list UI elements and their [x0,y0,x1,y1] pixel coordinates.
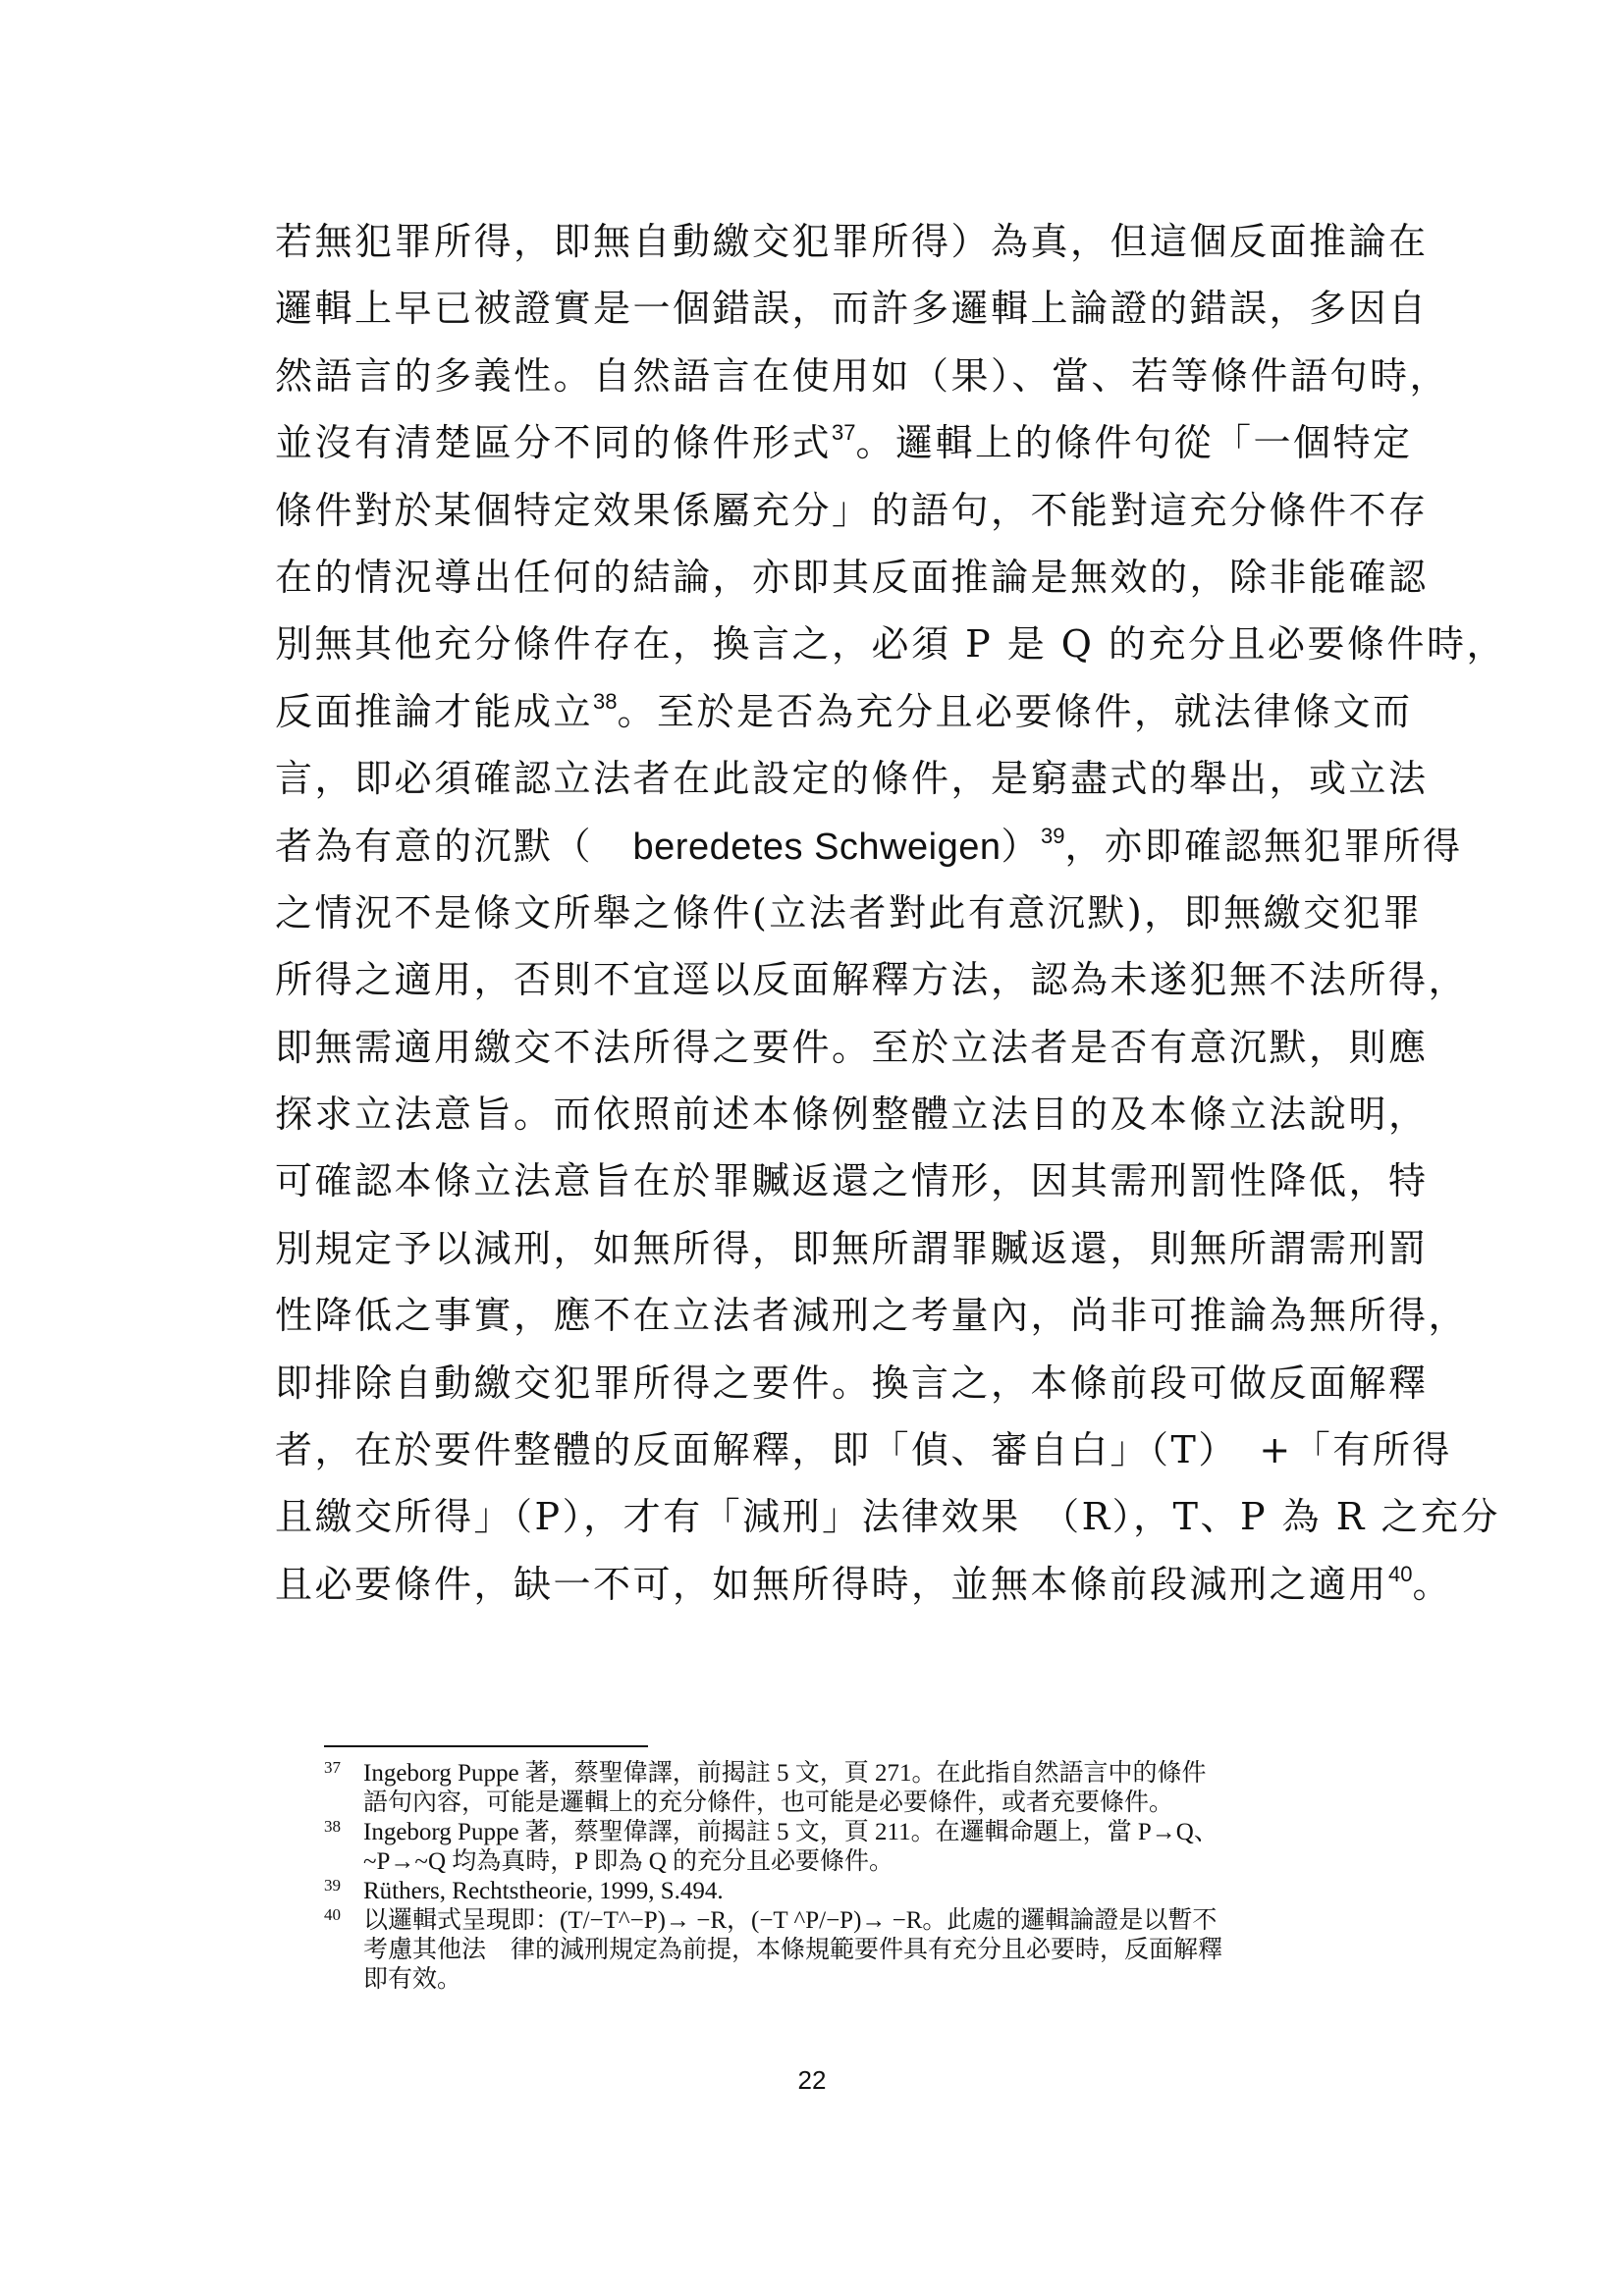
body-text-segment: 。 [1412,1562,1453,1606]
footnote-40 [324,1906,1384,1995]
german-term: beredetes Schweigen [632,826,1001,868]
body-line: 別規定予以減刑，如無所得，即無所謂罪贓返還，則無所謂需刑罰 [275,1226,1429,1270]
footnote-ref-39: 39 [1041,823,1065,848]
body-line: 可確認本條立法意旨在於罪贓返還之情形，因其需刑罰性降低，特 [275,1159,1429,1203]
footnote-number: 37 [324,1758,341,1777]
body-line [275,1551,1453,1618]
footnote-line: 以邏輯式呈現即：(T/−T^−P)→ −R，(−T ^P/−P)→ −R。此處的邏輯論證是以暫不 [363,1907,1218,1934]
body-line: 別無其他充分條件存在，換言之，必須 P 是 Q 的充分且必要條件時， [275,622,1507,667]
footnote-line: 考慮其他法 律的減刑規定為前提，本條規範要件具有充分且必要時，反面解釋 [363,1937,1223,1963]
footnote-line: Rüthers, Rechtstheorie, 1999, S.494. [363,1878,724,1904]
body-line: 之情況不是條文所舉之條件(立法者對此有意沉默)，即無繳交犯罪 [275,890,1423,934]
body-line: 探求立法意旨。而依照前述本條例整體立法目的及本條立法說明， [275,1093,1429,1137]
footnote-ref-37: 37 [832,420,856,446]
body-line: 言，即必須確認立法者在此設定的條件，是窮盡式的舉出，或立法 [275,757,1429,801]
body-text-segment: 且必要條件，缺一不可，如無所得時，並無本條前段減刑之適用 [275,1562,1389,1606]
footnote-39 [324,1877,1384,1906]
body-text-segment: 並沒有清楚區分不同的條件形式 [275,421,833,465]
footnote-separator [324,1745,648,1747]
body-line: 所得之適用，否則不宜逕以反面解釋方法，認為未遂犯無不法所得， [275,958,1469,1002]
footnote-number: 38 [324,1817,341,1836]
footnote-number: 39 [324,1876,341,1895]
body-text-segment: 者為有意的沉默（ [275,824,633,868]
footnote-number: 40 [324,1905,341,1924]
footnote-37 [324,1759,1384,1818]
footnote-ref-40: 40 [1388,1561,1413,1586]
body-text-segment: ） [1001,824,1042,868]
footnote-line: 即有效。 [363,1966,462,1993]
footnote-line: ~P→~Q 均為真時，P 即為 Q 的充分且必要條件。 [363,1848,894,1875]
body-line [275,813,1463,880]
body-line: 在的情況導出任何的結論，亦即其反面推論是無效的，除非能確認 [275,555,1429,599]
body-text-segment: 反面推論才能成立 [275,689,594,733]
body-text [275,208,1507,1618]
body-line: 即排除自動繳交犯罪所得之要件。換言之，本條前段可做反面解釋 [275,1361,1429,1405]
body-line: 且繳交所得」（P），才有「減刑」法律效果 （R），T、P 為 R 之充分 [275,1495,1500,1539]
body-text-segment: 。至於是否為充分且必要條件，就法律條文而 [617,689,1413,733]
body-line [275,409,1413,476]
body-line: 若無犯罪所得，即無自動繳交犯罪所得）為真，但這個反面推論在 [275,220,1429,263]
footnotes [324,1759,1384,1995]
page-number: 22 [797,2065,827,2095]
footnote-38 [324,1818,1384,1877]
body-line: 者，在於要件整體的反面解釋，即「偵、審自白」（T） +「有所得 [275,1428,1452,1472]
footnote-line: 語句內容，可能是邏輯上的充分條件，也可能是必要條件，或者充要條件。 [363,1789,1174,1816]
footnote-line: Ingeborg Puppe 著，蔡聖偉譯，前揭註 5 文，頁 211。在邏輯命題上，當 P→Q、 [363,1819,1218,1845]
body-line: 即無需適用繳交不法所得之要件。至於立法者是否有意沉默，則應 [275,1025,1429,1069]
body-line: 然語言的多義性。自然語言在使用如（果）、當、若等條件語句時， [275,353,1450,398]
footnote-ref-38: 38 [593,688,618,714]
body-line [275,678,1413,745]
body-text-segment: ，亦即確認無犯罪所得 [1064,824,1463,868]
body-line: 條件對於某個特定效果係屬充分」的語句，不能對這充分條件不存 [275,488,1429,532]
body-line: 邏輯上早已被證實是一個錯誤，而許多邏輯上論證的錯誤，多因自 [275,287,1429,331]
body-line: 性降低之事實，應不在立法者減刑之考量內，尚非可推論為無所得， [275,1294,1469,1338]
body-text-segment: 。邏輯上的條件句從「一個特定 [855,421,1413,465]
footnote-line: Ingeborg Puppe 著，蔡聖偉譯，前揭註 5 文，頁 271。在此指自然語言中的條件 [363,1760,1207,1787]
